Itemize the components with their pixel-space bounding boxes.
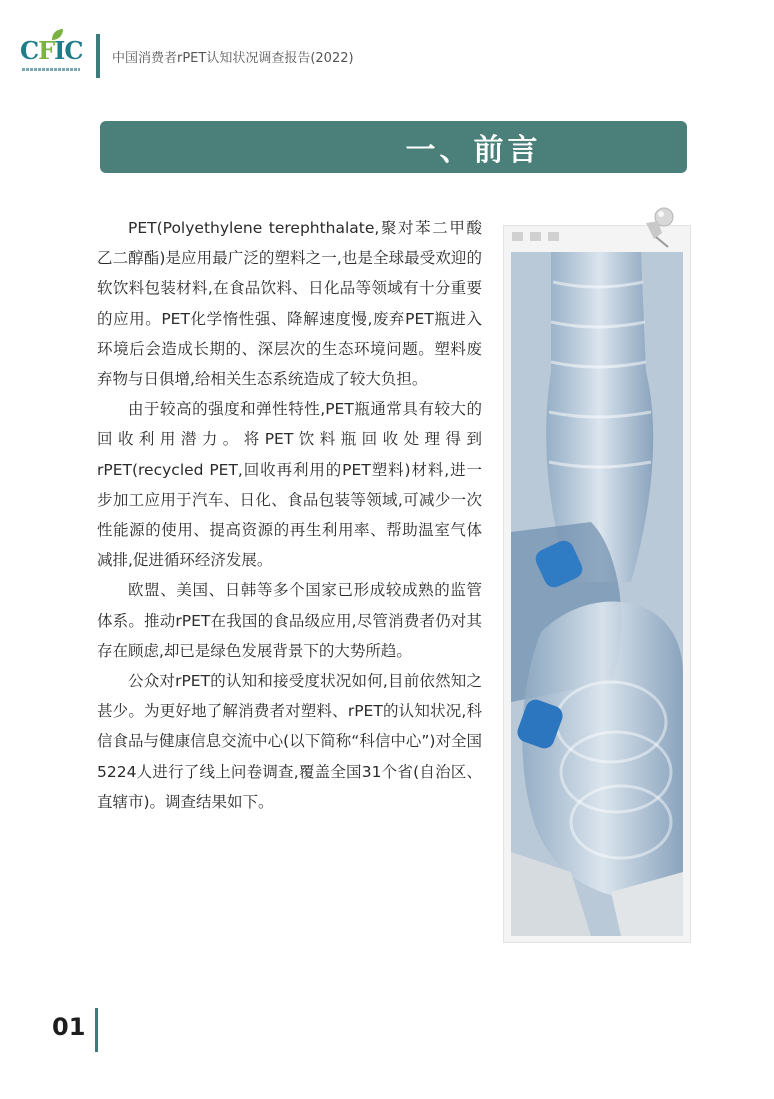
- intro-text: [97, 213, 482, 817]
- paragraph: 欧盟、美国、日韩等多个国家已形成较成熟的监管体系。推动rPET在我国的食品级应用,尽管消费者仍对其存在顾虑,却已是绿色发展背景下的大势所趋。: [97, 581, 482, 660]
- pushpin-icon: [636, 205, 680, 249]
- paragraph: PET(Polyethylene terephthalate,聚对苯二甲酸乙二醇酯)是应用最广泛的塑料之一,也是全球最受欢迎的软饮料包装材料,在食品饮料、日化品等领域有十分重要的应用。PET化学惰性强、降解速度慢,废弃PET瓶进入环境后会造成长期的、深层次的生态环境问题。塑料废弃物与日俱增,给相关生态系统造成了较大负担。: [97, 219, 482, 389]
- footer-divider: [95, 1008, 98, 1052]
- header-divider: [96, 34, 100, 78]
- cfic-logo: [20, 30, 82, 80]
- plastic-bottles-image: [511, 252, 683, 936]
- paragraph: 公众对rPET的认知和接受度状况如何,目前依然知之甚少。为更好地了解消费者对塑料、rPET的认知状况,科信食品与健康信息交流中心(以下简称“科信中心”)对全国5224人进行了线上问卷调查,覆盖全国31个省(自治区、直辖市)。调查结果如下。: [97, 672, 482, 811]
- frame-dot: [548, 232, 559, 241]
- section-title: 一、前言: [405, 133, 542, 168]
- paragraph: 由于较高的强度和弹性特性,PET瓶通常具有较大的回收利用潜力。将PET饮料瓶回收处理得到rPET(recycled PET,回收再利用的PET塑料)材料,进一步加工应用于汽车、日化、食品包装等领域,可减少一次性能源的使用、提高资源的再生利用率、帮助温室气体减排,促进循环经济发展。: [97, 400, 482, 570]
- photo-frame: [503, 225, 691, 943]
- logo-text: CFIC: [20, 36, 83, 65]
- frame-dot: [530, 232, 541, 241]
- section-banner: [100, 121, 687, 173]
- bottles-illustration: [511, 252, 683, 936]
- frame-dot: [512, 232, 523, 241]
- page-number: 01: [52, 1013, 86, 1041]
- frame-dots: [512, 232, 559, 241]
- page-header: [0, 0, 774, 90]
- report-title: 中国消费者rPET认知状况调查报告(2022): [112, 51, 354, 66]
- logo-subtitle: [22, 68, 80, 71]
